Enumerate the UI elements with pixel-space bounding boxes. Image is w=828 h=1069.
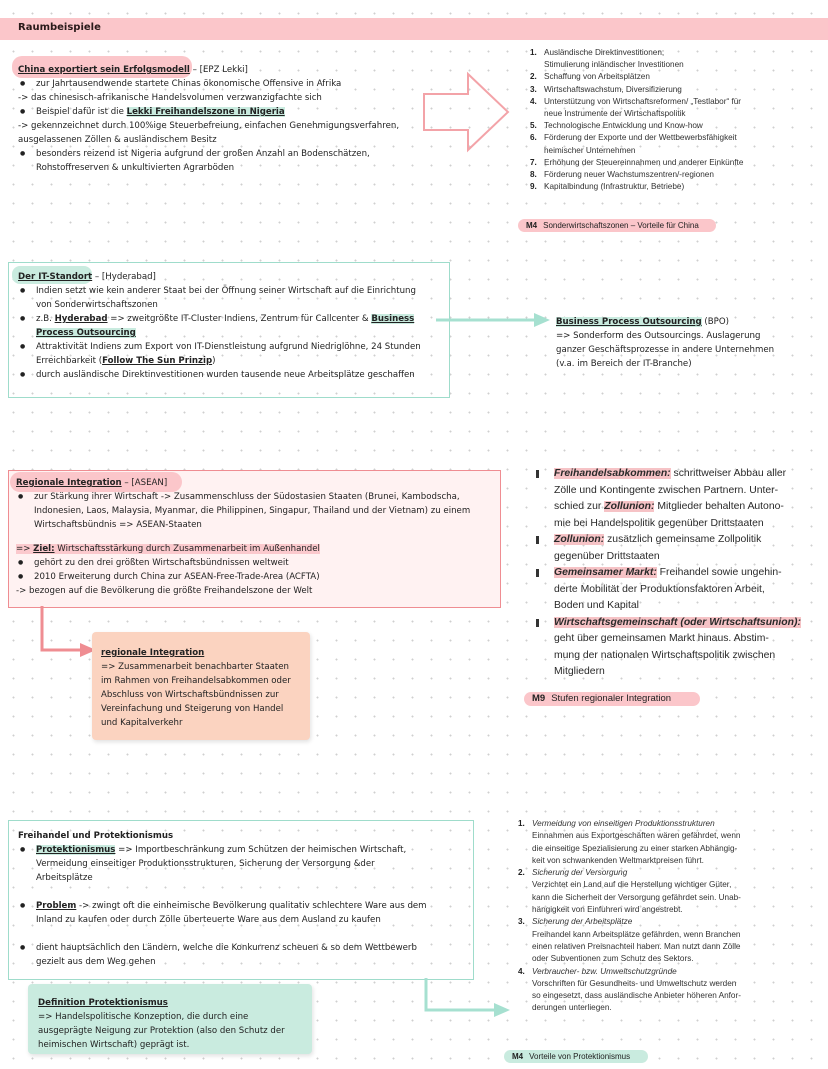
arrow-to-regint-icon xyxy=(32,606,98,660)
m4-sez-item-2: 2. Schaffung von Arbeitsplätzen xyxy=(530,72,650,82)
m4-sez-list xyxy=(526,47,806,193)
m4-sez-item-6: 6. Förderung der Exporte und der Wettbewerbsfähigkeit heimischer Unternehmen xyxy=(530,133,737,155)
asean-goal-line: => Ziel: Wirtschaftsstärkung durch Zusammenarbeit im Außenhandel xyxy=(16,544,320,554)
regint-line-2: im Rahmen von Freihandelsabkommen oder xyxy=(101,676,291,686)
china-line-5: ausgelassenen Zöllen & ausländischem Besitz xyxy=(18,135,217,145)
defprot-heading: Definition Protektionismus xyxy=(38,998,168,1008)
m4-prot-item-2: 2. Sicherung der Versorgung Verzichtet ein Land auf die Herstellung wichtiger Güter, kann die Sicherheit der Versorgung gefährdet sein. Unab- hängigkeit von Einfuhren wird angestrebt. xyxy=(518,868,741,915)
china-line-1: ● zur Jahrtausendwende startete Chinas ökonomische Offensive in Afrika xyxy=(18,77,428,91)
m4-sez-item-8: 8. Förderung neuer Wachstumszentren/-regionen xyxy=(530,170,714,180)
m9-item-2: Zollunion: zusätzlich gemeinsame Zollpolitik gegenüber Drittstaaten xyxy=(532,532,824,565)
china-heading: China exportiert sein Erfolgsmodell xyxy=(18,65,190,75)
regint-definition xyxy=(101,646,307,730)
m4-prot-list xyxy=(514,818,794,1015)
regint-line-3: Abschluss von Wirtschaftsbündnissen zur xyxy=(101,690,279,700)
china-heading-line xyxy=(18,63,428,77)
regint-line-5: und Kapitalverkehr xyxy=(101,718,183,728)
arrow-to-bpo-icon xyxy=(436,310,552,330)
m9-item-3: Gemeinsamer Markt: Freihandel sowie ungehin- derte Mobilität der Produktionsfaktoren Arbeit, Boden und Kapital xyxy=(532,565,824,615)
m4-sez-item-1: 1. Ausländische Direktinvestitionen; Stimulierung inländischer Investitionen xyxy=(530,48,684,70)
m4-sez-item-7: 7. Erhöhung der Steuereinnahmen und anderer Einkünfte xyxy=(530,157,744,167)
m4-sez-item-3: 3. Wirtschaftswachstum, Diversifizierung xyxy=(530,84,682,94)
bpo-heading-suffix: (BPO) xyxy=(701,317,729,327)
m4-prot-item-1: 1. Vermeidung von einseitigen Produktionsstrukturen Einnahmen aus Exportgeschäften wären gefährdet, wenn die einseitige Spezialisierung zu einer starken Abhängig- keit von schwankenden Weltmarktpreisen führt. xyxy=(518,819,741,865)
page-title-bar xyxy=(0,18,828,40)
asean-line-4: ● 2010 Erweiterung durch China zur ASEAN-Free-Trade-Area (ACFTA) xyxy=(16,570,500,584)
asean-heading-suffix: – [ASEAN] xyxy=(121,478,168,488)
bpo-line-3: (v.a. im Bereich der IT-Branche) xyxy=(556,359,692,369)
right-arrow-icon xyxy=(422,70,512,154)
m4-prot-item-3: 3. Sicherung der Arbeitsplätze Freihandel kann Arbeitsplätze gefährden, wenn Branchen einen relativen Preisnachteil haben. Man nutzt dann Zölle oder Subventionen zum Schutz des Sektors. xyxy=(518,917,741,964)
bpo-heading: Business Process Outsourcing xyxy=(556,317,702,327)
arrow-to-m4-prot-icon xyxy=(416,978,512,1024)
it-line-1: ● Indien setzt wie kein anderer Staat bei der Öffnung seiner Wirtschaft auf die Einrichtung von Sonderwirtschaftszonen xyxy=(18,284,448,312)
asean-line-3: ● gehört zu den drei größten Wirtschaftsbündnissen weltweit xyxy=(16,556,500,570)
it-section xyxy=(18,270,448,382)
m4-sez-item-5: 5. Technologische Entwicklung und Know-how xyxy=(530,121,703,131)
m9-caption-label: M9 xyxy=(532,693,546,704)
it-line-4: ● durch ausländische Direktinvestitionen wurden tausende neue Arbeitsplätze geschaffen xyxy=(18,368,448,382)
bpo-line-1: => Sonderform des Outsourcings. Auslagerung xyxy=(556,331,761,341)
m9-integration-stages xyxy=(532,466,824,681)
defprot-line-3: heimischen Wirtschaft) geprägt ist. xyxy=(38,1040,190,1050)
m9-item-1: Freihandelsabkommen: schrittweiser Abbau aller Zölle und Kontingente zwischen Partnern. Unter- schied zur Zollunion: Mitglieder behalten Autono- mie bei Handelspolitik gegenüber Drittstaaten xyxy=(532,466,824,532)
it-heading: Der IT-Standort xyxy=(18,272,93,282)
prot-line-2: ● Problem -> zwingt oft die einheimische Bevölkerung qualitativ schlechtere Ware aus dem Inland zu kaufen oder durch Zölle überteuerte Ware aus dem Ausland zu kaufen xyxy=(18,899,468,927)
defprot-line-2: ausgeprägte Neigung zur Protektion (also den Schutz der xyxy=(38,1026,285,1036)
asean-line-5: -> bezogen auf die Bevölkerung die größte Freihandelszone der Welt xyxy=(16,586,313,596)
asean-section xyxy=(16,476,500,598)
china-line-6: ● besonders reizend ist Nigeria aufgrund der großen Anzahl an Bodenschätzen, xyxy=(18,147,428,161)
it-heading-line xyxy=(18,270,448,284)
lekki-zone-highlight: Lekki Freihandelszone in Nigeria xyxy=(126,107,285,117)
china-line-2: -> das chinesisch-afrikanische Handelsvolumen verzwanzigfachte sich xyxy=(18,93,322,103)
defprot-line-1: => Handelspolitische Konzeption, die durch eine xyxy=(38,1012,249,1022)
it-line-2: ● z.B. Hyderabad => zweitgrößte IT-Cluster Indiens, Zentrum für Callcenter & Business Process Outsourcing xyxy=(18,312,448,340)
china-heading-suffix: – [EPZ Lekki] xyxy=(189,65,248,75)
m9-item-4: Wirtschaftsgemeinschaft (oder Wirtschaftsunion): geht über gemeinsamen Markt hinaus. Abstim- mung der nationalen Wirtschaftspolitik zwischen Mitgliedern xyxy=(532,615,824,681)
m4-sez-item-9: 9. Kapitalbindung (Infrastruktur, Betriebe) xyxy=(530,182,685,192)
regint-line-4: Vereinfachung und Steigerung von Handel xyxy=(101,704,284,714)
china-line-3-text: Beispiel dafür ist die xyxy=(36,107,127,117)
regint-line-1: => Zusammenarbeit benachbarter Staaten xyxy=(101,662,289,672)
china-line-3 xyxy=(18,105,428,119)
bpo-line-2: ganzer Geschäftsprozesse in andere Unternehmen xyxy=(556,345,775,355)
regint-heading: regionale Integration xyxy=(101,648,205,658)
m4-sez-caption-text: Sonderwirtschaftszonen – Vorteile für China xyxy=(543,221,699,230)
m4-prot-caption-text: Vorteile von Protektionismus xyxy=(529,1052,631,1061)
m4-sez-caption xyxy=(518,219,716,232)
china-section xyxy=(18,63,428,175)
prot-heading: Freihandel und Protektionismus xyxy=(18,831,174,841)
bpo-heading-line xyxy=(556,315,816,329)
m4-sez-item-4: 4. Unterstützung von Wirtschaftsreformen/ „Testlabor“ für neue Instrumente der Wirtschaftspolitik xyxy=(530,96,742,119)
china-line-4: -> gekennzeichnet durch 100%ige Steuerbefreiung, einfachen Genehmigungsverfahren, xyxy=(18,121,400,131)
m4-prot-item-4: 4. Verbraucher- bzw. Umweltschutzgründe Vorschriften für Gesundheits- und Umweltschutz werden so eingesetzt, dass ausländische Anbieter höheren Anfor- derungen unterliegen. xyxy=(518,966,741,1013)
m4-sez-caption-label: M4 xyxy=(526,221,538,230)
prot-line-3: ● dient hauptsächlich den Ländern, welche die Konkurrenz scheuen & so dem Wettbewerb gezielt aus dem Weg gehen xyxy=(18,941,468,969)
asean-heading-line xyxy=(16,476,500,490)
prot-section xyxy=(18,829,468,969)
m9-caption xyxy=(524,692,700,706)
m9-caption-text: Stufen regionaler Integration xyxy=(551,693,672,704)
asean-line-1: ● zur Stärkung ihrer Wirtschaft -> Zusammenschluss der Südostasien Staaten (Brunei, Kambodscha, Indonesien, Laos, Malaysia, Myanmar, die Philippinen, Singapur, Thailand und der Vietnam) zu einem Wirtschaftsbündnis => ASEAN-Staaten xyxy=(16,490,500,532)
page-title: Raumbeispiele xyxy=(18,22,101,33)
defprot-definition xyxy=(38,996,310,1052)
m4-prot-caption xyxy=(504,1050,648,1063)
it-heading-suffix: – [Hyderabad] xyxy=(92,272,156,282)
prot-line-1: ● Protektionismus => Importbeschränkung zum Schützen der heimischen Wirtschaft, Vermeidung einseitiger Produktionsstrukturen, Sicherung der Versorgung &der Arbeitsplätze xyxy=(18,843,468,885)
m4-prot-caption-label: M4 xyxy=(512,1052,524,1061)
it-line-3: ● Attraktivität Indiens zum Export von IT-Dienstleistung aufgrund Niedriglöhne, 24 Stunden Erreichbarkeit (Follow The Sun Prinzip) xyxy=(18,340,448,368)
china-line-7: Rohstoffreserven & unkultivierten Agrarböden xyxy=(36,163,235,173)
asean-heading: Regionale Integration xyxy=(16,478,122,488)
bpo-definition xyxy=(556,315,816,371)
